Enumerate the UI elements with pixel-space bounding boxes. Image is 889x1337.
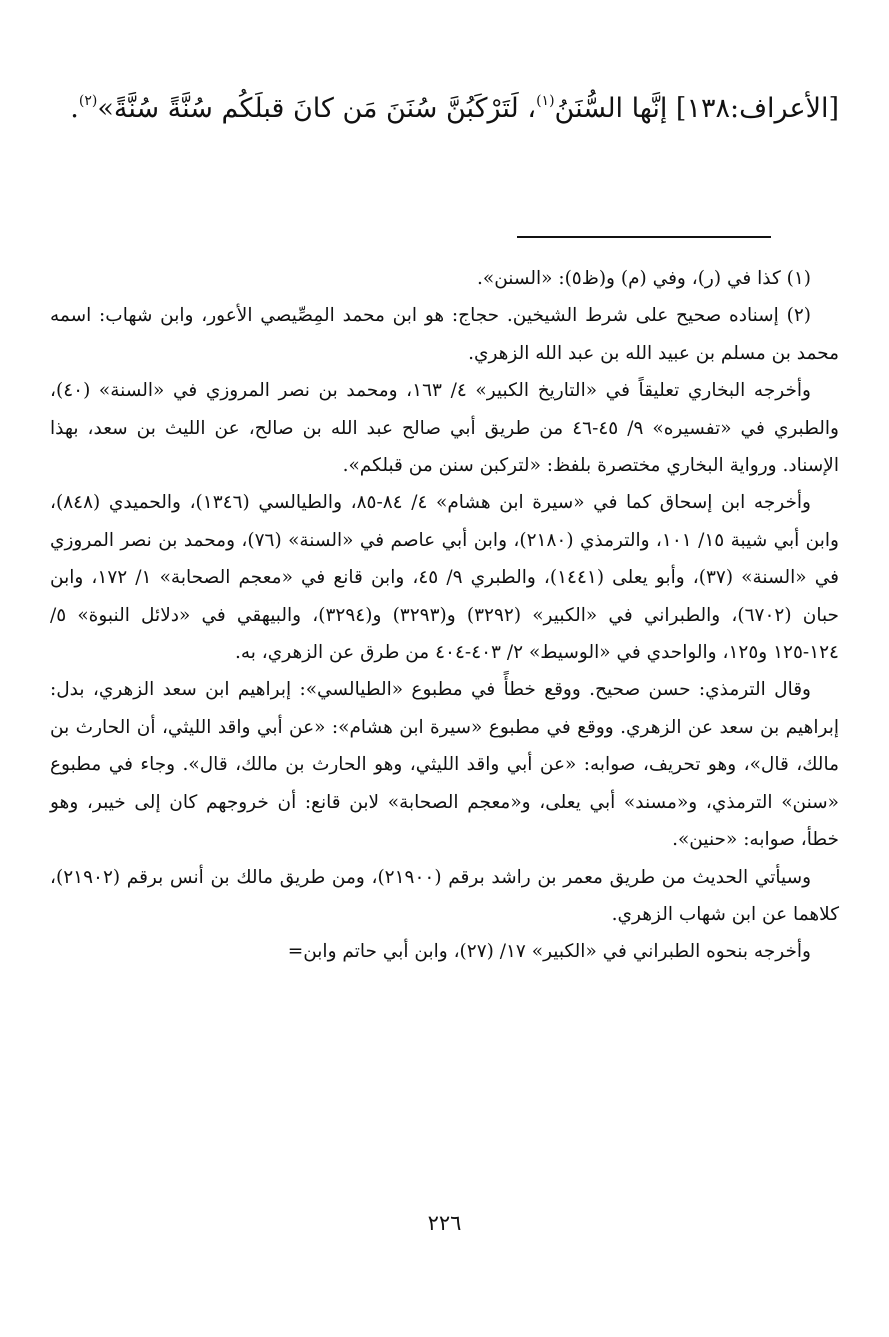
page-number: ٢٢٦: [427, 1211, 462, 1235]
footnote-2-tirmidhi-note: وقال الترمذي: حسن صحيح. ووقع خطأً في مطبوع «الطيالسي»: إبراهيم ابن سعد الزهري، بدل: إبراهيم بن سعد عن الزهري. ووقع في مطبوع «سيرة ابن هشام»: «عن أبي واقد الليثي، أن الحارث بن مالك، قال»، وهو تحريف، صوابه: «عن أبي واقد الليثي، وهو الحارث بن مالك، قال». وجاء في مطبوع «سنن» الترمذي، و«مسند» أبي يعلى، و«معجم الصحابة» لابن قانع: أن خروجهم كان إلى خيبر، وهو خطأ، صوابه: «حنين».: [50, 679, 839, 851]
footnote-2-continued: وأخرجه بنحوه الطبراني في «الكبير» ١٧/ (٢٧)، وابن أبي حاتم وابن=: [287, 941, 811, 963]
footnote-ref-2: (٢): [78, 93, 98, 109]
main-text-part-3: .: [70, 93, 79, 124]
footnote-ref-1: (١): [536, 93, 555, 109]
footnote-2-takhrij-bukhari: وأخرجه البخاري تعليقاً في «التاريخ الكبير» ٤/ ١٦٣، ومحمد بن نصر المروزي في «السنة» (٤٠)، والطبري في «تفسيره» ٩/ ٤٥-٤٦ من طريق أبي صالح عبد الله بن صالح، عن الليث بن سعد، بهذا الإسناد. ورواية البخاري مختصرة بلفظ: «لتركبن سنن من قبلكم».: [50, 380, 839, 477]
main-text: [52, 78, 839, 140]
main-text-part-2: ، لَتَرْكَبُنَّ سُنَنَ مَن كانَ قبلَكُم سُنَّةً سُنَّةً»: [97, 93, 537, 124]
footnote-2: (٢) إسناده صحيح على شرط الشيخين. حجاج: هو ابن محمد المِصِّيصي الأعور، وابن شهاب: اسمه محمد بن مسلم بن عبيد الله بن عبد الله الزهري.: [50, 305, 839, 364]
main-text-part-1: [الأعراف:١٣٨] إنَّها السُّنَنُ: [554, 93, 839, 124]
footnotes: [50, 260, 839, 971]
footnote-2-cross-reference: وسيأتي الحديث من طريق معمر بن راشد برقم (٢١٩٠٠)، ومن طريق مالك بن أنس برقم (٢١٩٠٢)، كلاهما عن ابن شهاب الزهري.: [50, 866, 839, 925]
footnote-1: (١) كذا في (ر)، وفي (م) و(ظ٥): «السنن».: [477, 268, 811, 289]
footnote-2-takhrij-ibn-ishaq: وأخرجه ابن إسحاق كما في «سيرة ابن هشام» ٤/ ٨٤-٨٥، والطيالسي (١٣٤٦)، والحميدي (٨٤٨)، وابن أبي شيبة ١٥/ ١٠١، والترمذي (٢١٨٠)، وابن أبي عاصم في «السنة» (٧٦)، ومحمد بن نصر المروزي في «السنة» (٣٧)، وأبو يعلى (١٤٤١)، والطبري ٩/ ٤٥، وابن قانع في «معجم الصحابة» ١/ ١٧٢، وابن حبان (٦٧٠٢)، والطبراني في «الكبير» (٣٢٩٢) و(٣٢٩٣) و(٣٢٩٤)، والبيهقي في «دلائل النبوة» ٥/ ١٢٤-١٢٥ و١٢٥، والواحدي في «الوسيط» ٢/ ٤٠٣-٤٠٤ من طرق عن الزهري، به.: [50, 492, 839, 664]
footnote-separator: [517, 236, 771, 238]
